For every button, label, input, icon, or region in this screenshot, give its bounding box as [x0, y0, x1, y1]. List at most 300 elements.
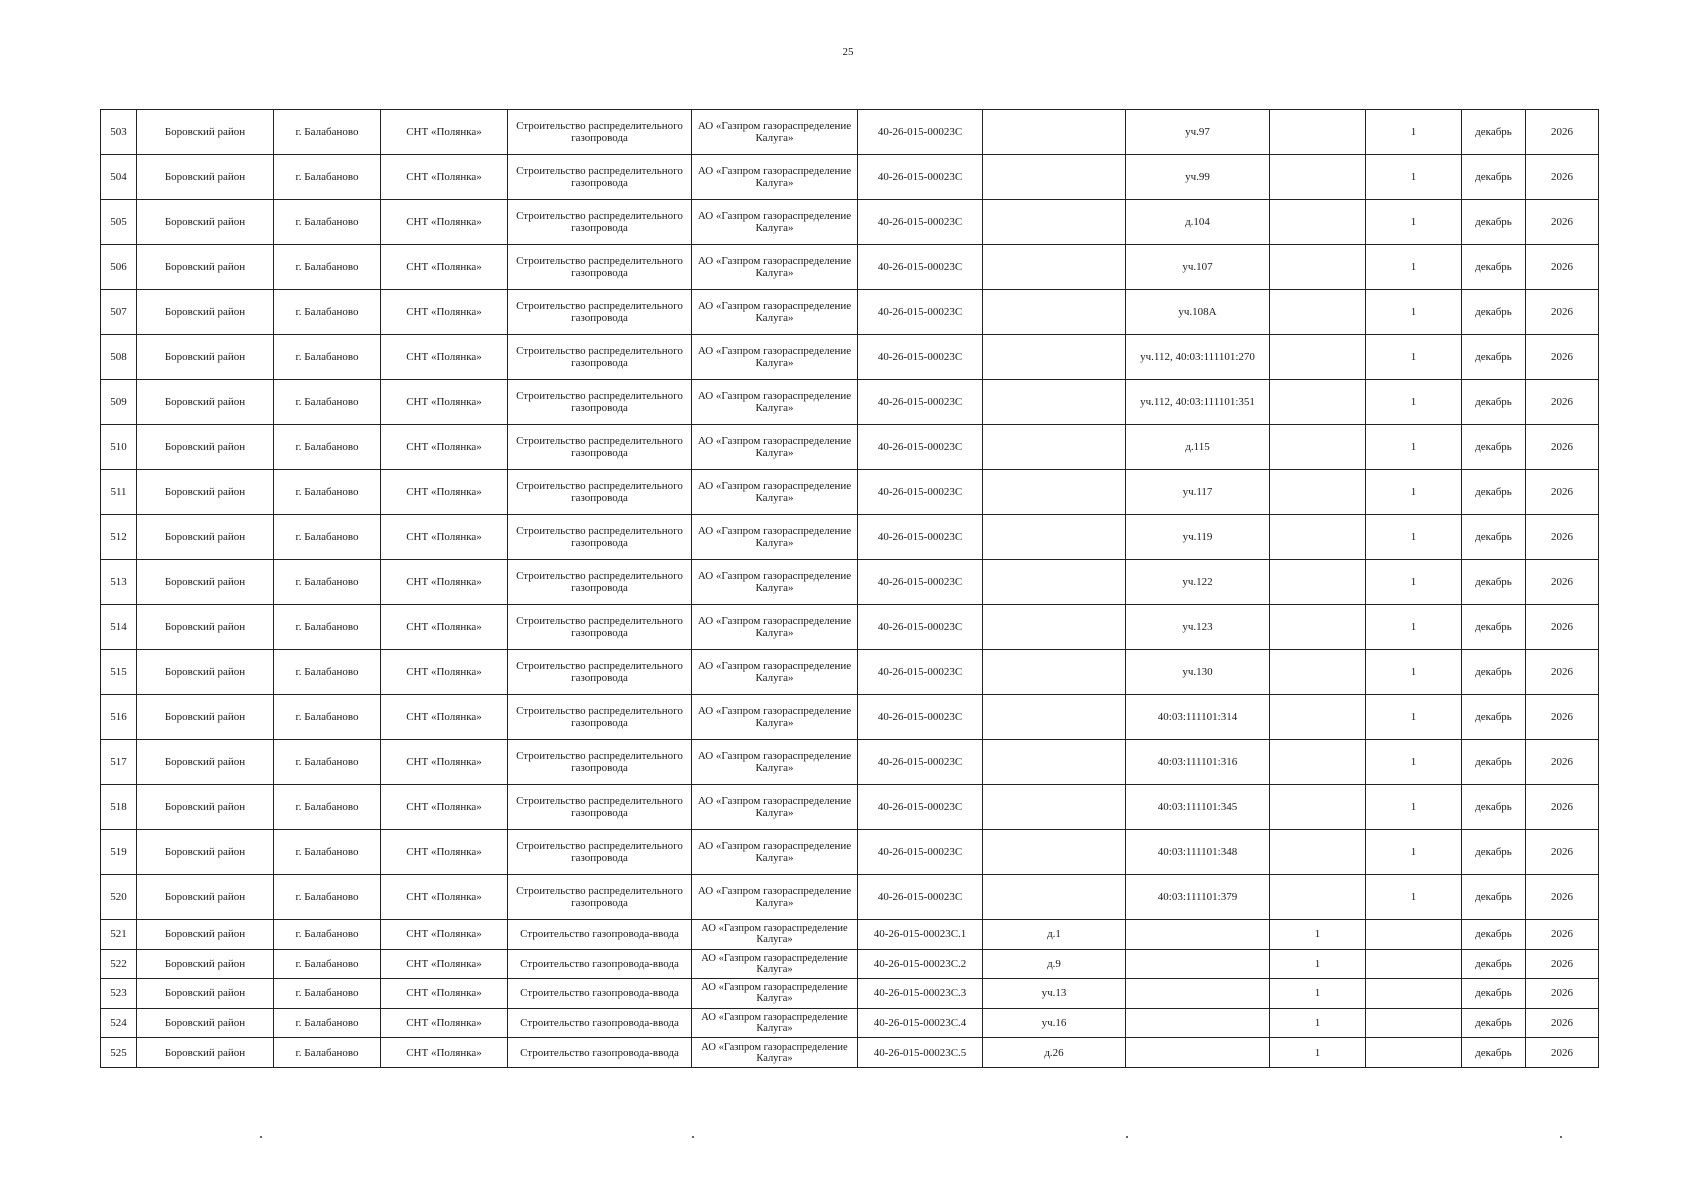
- work-type-cell: Строительство распределительного газопровода: [508, 155, 692, 200]
- district-cell: Боровский район: [137, 155, 274, 200]
- address-cadastral-cell: уч.99: [1126, 155, 1270, 200]
- executor-cell: АО «Газпром газораспределение Калуга»: [692, 875, 858, 920]
- table-row: [101, 155, 1599, 200]
- footer-mark: [1560, 1136, 1562, 1138]
- executor-cell: АО «Газпром газораспределение Калуга»: [692, 155, 858, 200]
- row-number-cell: 524: [101, 1008, 137, 1038]
- address-short-cell: [983, 155, 1126, 200]
- address-short-cell: [983, 515, 1126, 560]
- row-number-cell: 509: [101, 380, 137, 425]
- row-number-cell: 511: [101, 470, 137, 515]
- month-cell: декабрь: [1462, 830, 1526, 875]
- address-short-cell: [983, 560, 1126, 605]
- district-cell: Боровский район: [137, 920, 274, 950]
- district-cell: Боровский район: [137, 110, 274, 155]
- object-code-cell: 40-26-015-00023С: [858, 200, 983, 245]
- executor-cell: АО «Газпром газораспределение Калуга»: [692, 1008, 858, 1038]
- table-row: [101, 290, 1599, 335]
- row-number-cell: 517: [101, 740, 137, 785]
- settlement-cell: г. Балабаново: [274, 695, 381, 740]
- executor-cell: АО «Газпром газораспределение Калуга»: [692, 949, 858, 979]
- month-cell: декабрь: [1462, 605, 1526, 650]
- work-type-cell: Строительство распределительного газопровода: [508, 425, 692, 470]
- row-number-cell: 514: [101, 605, 137, 650]
- address-cadastral-cell: уч.119: [1126, 515, 1270, 560]
- month-cell: декабрь: [1462, 740, 1526, 785]
- count-a-cell: [1270, 425, 1366, 470]
- work-type-cell: Строительство распределительного газопровода: [508, 650, 692, 695]
- settlement-cell: г. Балабаново: [274, 605, 381, 650]
- object-code-cell: 40-26-015-00023С: [858, 380, 983, 425]
- count-b-cell: 1: [1366, 110, 1462, 155]
- count-b-cell: 1: [1366, 470, 1462, 515]
- work-type-cell: Строительство газопровода-ввода: [508, 949, 692, 979]
- table-row: [101, 380, 1599, 425]
- year-cell: 2026: [1526, 560, 1599, 605]
- row-number-cell: 523: [101, 979, 137, 1009]
- executor-cell: АО «Газпром газораспределение Калуга»: [692, 470, 858, 515]
- locality-cell: СНТ «Полянка»: [381, 200, 508, 245]
- row-number-cell: 522: [101, 949, 137, 979]
- settlement-cell: г. Балабаново: [274, 470, 381, 515]
- object-code-cell: 40-26-015-00023С: [858, 695, 983, 740]
- row-number-cell: 519: [101, 830, 137, 875]
- address-short-cell: [983, 740, 1126, 785]
- month-cell: декабрь: [1462, 979, 1526, 1009]
- settlement-cell: г. Балабаново: [274, 290, 381, 335]
- address-short-cell: [983, 380, 1126, 425]
- executor-cell: АО «Газпром газораспределение Калуга»: [692, 515, 858, 560]
- executor-cell: АО «Газпром газораспределение Калуга»: [692, 380, 858, 425]
- settlement-cell: г. Балабаново: [274, 920, 381, 950]
- address-cadastral-cell: [1126, 979, 1270, 1009]
- locality-cell: СНТ «Полянка»: [381, 695, 508, 740]
- work-type-cell: Строительство газопровода-ввода: [508, 920, 692, 950]
- year-cell: 2026: [1526, 425, 1599, 470]
- count-b-cell: 1: [1366, 695, 1462, 740]
- address-short-cell: [983, 425, 1126, 470]
- object-code-cell: 40-26-015-00023С.5: [858, 1038, 983, 1068]
- table-row: [101, 875, 1599, 920]
- count-a-cell: [1270, 290, 1366, 335]
- district-cell: Боровский район: [137, 470, 274, 515]
- month-cell: декабрь: [1462, 200, 1526, 245]
- month-cell: декабрь: [1462, 110, 1526, 155]
- executor-cell: АО «Газпром газораспределение Калуга»: [692, 335, 858, 380]
- object-code-cell: 40-26-015-00023С: [858, 335, 983, 380]
- locality-cell: СНТ «Полянка»: [381, 245, 508, 290]
- month-cell: декабрь: [1462, 425, 1526, 470]
- address-cadastral-cell: уч.112, 40:03:111101:351: [1126, 380, 1270, 425]
- settlement-cell: г. Балабаново: [274, 560, 381, 605]
- count-a-cell: 1: [1270, 979, 1366, 1009]
- locality-cell: СНТ «Полянка»: [381, 515, 508, 560]
- locality-cell: СНТ «Полянка»: [381, 1008, 508, 1038]
- count-a-cell: [1270, 740, 1366, 785]
- work-type-cell: Строительство распределительного газопровода: [508, 515, 692, 560]
- district-cell: Боровский район: [137, 200, 274, 245]
- count-a-cell: [1270, 155, 1366, 200]
- address-cadastral-cell: д.115: [1126, 425, 1270, 470]
- row-number-cell: 520: [101, 875, 137, 920]
- work-type-cell: Строительство распределительного газопровода: [508, 200, 692, 245]
- register-table: [100, 109, 1599, 1068]
- settlement-cell: г. Балабаново: [274, 380, 381, 425]
- settlement-cell: г. Балабаново: [274, 200, 381, 245]
- table-row: [101, 830, 1599, 875]
- table-row: [101, 605, 1599, 650]
- year-cell: 2026: [1526, 200, 1599, 245]
- month-cell: декабрь: [1462, 875, 1526, 920]
- work-type-cell: Строительство распределительного газопровода: [508, 740, 692, 785]
- object-code-cell: 40-26-015-00023С.4: [858, 1008, 983, 1038]
- month-cell: декабрь: [1462, 515, 1526, 560]
- month-cell: декабрь: [1462, 335, 1526, 380]
- address-cadastral-cell: 40:03:111101:348: [1126, 830, 1270, 875]
- year-cell: 2026: [1526, 785, 1599, 830]
- address-cadastral-cell: [1126, 1038, 1270, 1068]
- object-code-cell: 40-26-015-00023С: [858, 875, 983, 920]
- table-row: [101, 425, 1599, 470]
- settlement-cell: г. Балабаново: [274, 245, 381, 290]
- executor-cell: АО «Газпром газораспределение Калуга»: [692, 1038, 858, 1068]
- executor-cell: АО «Газпром газораспределение Калуга»: [692, 740, 858, 785]
- settlement-cell: г. Балабаново: [274, 875, 381, 920]
- address-cadastral-cell: уч.112, 40:03:111101:270: [1126, 335, 1270, 380]
- count-a-cell: [1270, 560, 1366, 605]
- count-a-cell: [1270, 335, 1366, 380]
- district-cell: Боровский район: [137, 425, 274, 470]
- year-cell: 2026: [1526, 110, 1599, 155]
- settlement-cell: г. Балабаново: [274, 979, 381, 1009]
- year-cell: 2026: [1526, 979, 1599, 1009]
- executor-cell: АО «Газпром газораспределение Калуга»: [692, 245, 858, 290]
- work-type-cell: Строительство распределительного газопровода: [508, 380, 692, 425]
- locality-cell: СНТ «Полянка»: [381, 949, 508, 979]
- count-a-cell: [1270, 245, 1366, 290]
- address-short-cell: [983, 650, 1126, 695]
- district-cell: Боровский район: [137, 785, 274, 830]
- row-number-cell: 521: [101, 920, 137, 950]
- executor-cell: АО «Газпром газораспределение Калуга»: [692, 110, 858, 155]
- count-b-cell: 1: [1366, 200, 1462, 245]
- month-cell: декабрь: [1462, 290, 1526, 335]
- locality-cell: СНТ «Полянка»: [381, 110, 508, 155]
- count-b-cell: [1366, 949, 1462, 979]
- work-type-cell: Строительство распределительного газопровода: [508, 290, 692, 335]
- executor-cell: АО «Газпром газораспределение Калуга»: [692, 830, 858, 875]
- locality-cell: СНТ «Полянка»: [381, 605, 508, 650]
- executor-cell: АО «Газпром газораспределение Калуга»: [692, 650, 858, 695]
- count-a-cell: [1270, 830, 1366, 875]
- count-a-cell: [1270, 380, 1366, 425]
- table-row: [101, 1038, 1599, 1068]
- address-short-cell: [983, 785, 1126, 830]
- locality-cell: СНТ «Полянка»: [381, 920, 508, 950]
- footer-mark: [1126, 1136, 1128, 1138]
- row-number-cell: 508: [101, 335, 137, 380]
- locality-cell: СНТ «Полянка»: [381, 785, 508, 830]
- count-b-cell: 1: [1366, 830, 1462, 875]
- count-a-cell: [1270, 785, 1366, 830]
- object-code-cell: 40-26-015-00023С: [858, 245, 983, 290]
- locality-cell: СНТ «Полянка»: [381, 650, 508, 695]
- district-cell: Боровский район: [137, 290, 274, 335]
- year-cell: 2026: [1526, 470, 1599, 515]
- address-short-cell: [983, 200, 1126, 245]
- object-code-cell: 40-26-015-00023С.2: [858, 949, 983, 979]
- locality-cell: СНТ «Полянка»: [381, 979, 508, 1009]
- address-cadastral-cell: уч.97: [1126, 110, 1270, 155]
- executor-cell: АО «Газпром газораспределение Калуга»: [692, 290, 858, 335]
- locality-cell: СНТ «Полянка»: [381, 335, 508, 380]
- settlement-cell: г. Балабаново: [274, 425, 381, 470]
- footer-mark: [692, 1136, 694, 1138]
- table-row: [101, 515, 1599, 560]
- count-a-cell: 1: [1270, 949, 1366, 979]
- footer-marks: [0, 1136, 1696, 1142]
- object-code-cell: 40-26-015-00023С: [858, 560, 983, 605]
- count-a-cell: [1270, 605, 1366, 650]
- count-a-cell: [1270, 470, 1366, 515]
- count-a-cell: [1270, 515, 1366, 560]
- settlement-cell: г. Балабаново: [274, 110, 381, 155]
- object-code-cell: 40-26-015-00023С: [858, 110, 983, 155]
- year-cell: 2026: [1526, 695, 1599, 740]
- year-cell: 2026: [1526, 1038, 1599, 1068]
- count-b-cell: 1: [1366, 740, 1462, 785]
- district-cell: Боровский район: [137, 605, 274, 650]
- district-cell: Боровский район: [137, 875, 274, 920]
- district-cell: Боровский район: [137, 380, 274, 425]
- locality-cell: СНТ «Полянка»: [381, 560, 508, 605]
- year-cell: 2026: [1526, 830, 1599, 875]
- count-b-cell: 1: [1366, 605, 1462, 650]
- count-b-cell: [1366, 979, 1462, 1009]
- row-number-cell: 518: [101, 785, 137, 830]
- row-number-cell: 506: [101, 245, 137, 290]
- district-cell: Боровский район: [137, 1038, 274, 1068]
- settlement-cell: г. Балабаново: [274, 515, 381, 560]
- address-cadastral-cell: [1126, 1008, 1270, 1038]
- table-row: [101, 110, 1599, 155]
- address-cadastral-cell: 40:03:111101:316: [1126, 740, 1270, 785]
- count-b-cell: [1366, 1038, 1462, 1068]
- year-cell: 2026: [1526, 245, 1599, 290]
- year-cell: 2026: [1526, 335, 1599, 380]
- work-type-cell: Строительство распределительного газопровода: [508, 245, 692, 290]
- object-code-cell: 40-26-015-00023С: [858, 830, 983, 875]
- district-cell: Боровский район: [137, 245, 274, 290]
- table-row: [101, 335, 1599, 380]
- executor-cell: АО «Газпром газораспределение Калуга»: [692, 695, 858, 740]
- executor-cell: АО «Газпром газораспределение Калуга»: [692, 920, 858, 950]
- address-short-cell: [983, 830, 1126, 875]
- locality-cell: СНТ «Полянка»: [381, 380, 508, 425]
- row-number-cell: 507: [101, 290, 137, 335]
- year-cell: 2026: [1526, 380, 1599, 425]
- object-code-cell: 40-26-015-00023С: [858, 785, 983, 830]
- locality-cell: СНТ «Полянка»: [381, 740, 508, 785]
- locality-cell: СНТ «Полянка»: [381, 830, 508, 875]
- object-code-cell: 40-26-015-00023С: [858, 470, 983, 515]
- district-cell: Боровский район: [137, 650, 274, 695]
- month-cell: декабрь: [1462, 1038, 1526, 1068]
- year-cell: 2026: [1526, 1008, 1599, 1038]
- year-cell: 2026: [1526, 875, 1599, 920]
- month-cell: декабрь: [1462, 949, 1526, 979]
- month-cell: декабрь: [1462, 1008, 1526, 1038]
- district-cell: Боровский район: [137, 695, 274, 740]
- count-b-cell: [1366, 1008, 1462, 1038]
- executor-cell: АО «Газпром газораспределение Калуга»: [692, 605, 858, 650]
- work-type-cell: Строительство распределительного газопровода: [508, 830, 692, 875]
- count-a-cell: [1270, 650, 1366, 695]
- executor-cell: АО «Газпром газораспределение Калуга»: [692, 785, 858, 830]
- work-type-cell: Строительство распределительного газопровода: [508, 785, 692, 830]
- count-a-cell: 1: [1270, 920, 1366, 950]
- table-row: [101, 1008, 1599, 1038]
- settlement-cell: г. Балабаново: [274, 650, 381, 695]
- district-cell: Боровский район: [137, 335, 274, 380]
- address-short-cell: уч.16: [983, 1008, 1126, 1038]
- work-type-cell: Строительство газопровода-ввода: [508, 1038, 692, 1068]
- row-number-cell: 504: [101, 155, 137, 200]
- executor-cell: АО «Газпром газораспределение Калуга»: [692, 979, 858, 1009]
- address-cadastral-cell: 40:03:111101:345: [1126, 785, 1270, 830]
- address-cadastral-cell: 40:03:111101:314: [1126, 695, 1270, 740]
- address-short-cell: [983, 695, 1126, 740]
- table-row: [101, 785, 1599, 830]
- address-cadastral-cell: 40:03:111101:379: [1126, 875, 1270, 920]
- count-a-cell: [1270, 200, 1366, 245]
- address-short-cell: [983, 470, 1126, 515]
- object-code-cell: 40-26-015-00023С: [858, 740, 983, 785]
- executor-cell: АО «Газпром газораспределение Калуга»: [692, 425, 858, 470]
- table-row: [101, 560, 1599, 605]
- count-b-cell: 1: [1366, 155, 1462, 200]
- address-short-cell: [983, 110, 1126, 155]
- district-cell: Боровский район: [137, 1008, 274, 1038]
- object-code-cell: 40-26-015-00023С: [858, 605, 983, 650]
- object-code-cell: 40-26-015-00023С.3: [858, 979, 983, 1009]
- district-cell: Боровский район: [137, 830, 274, 875]
- address-cadastral-cell: [1126, 949, 1270, 979]
- count-b-cell: 1: [1366, 380, 1462, 425]
- month-cell: декабрь: [1462, 380, 1526, 425]
- district-cell: Боровский район: [137, 949, 274, 979]
- table-row: [101, 979, 1599, 1009]
- settlement-cell: г. Балабаново: [274, 830, 381, 875]
- address-cadastral-cell: уч.107: [1126, 245, 1270, 290]
- locality-cell: СНТ «Полянка»: [381, 470, 508, 515]
- table-row: [101, 920, 1599, 950]
- table-row: [101, 695, 1599, 740]
- settlement-cell: г. Балабаново: [274, 155, 381, 200]
- year-cell: 2026: [1526, 650, 1599, 695]
- district-cell: Боровский район: [137, 560, 274, 605]
- address-short-cell: [983, 605, 1126, 650]
- object-code-cell: 40-26-015-00023С: [858, 515, 983, 560]
- register-body: [101, 110, 1599, 1068]
- work-type-cell: Строительство распределительного газопровода: [508, 560, 692, 605]
- count-b-cell: 1: [1366, 560, 1462, 605]
- row-number-cell: 510: [101, 425, 137, 470]
- month-cell: декабрь: [1462, 920, 1526, 950]
- address-short-cell: [983, 245, 1126, 290]
- table-row: [101, 470, 1599, 515]
- table-row: [101, 245, 1599, 290]
- row-number-cell: 505: [101, 200, 137, 245]
- locality-cell: СНТ «Полянка»: [381, 425, 508, 470]
- month-cell: декабрь: [1462, 560, 1526, 605]
- work-type-cell: Строительство распределительного газопровода: [508, 605, 692, 650]
- work-type-cell: Строительство распределительного газопровода: [508, 335, 692, 380]
- settlement-cell: г. Балабаново: [274, 949, 381, 979]
- count-b-cell: 1: [1366, 785, 1462, 830]
- month-cell: декабрь: [1462, 155, 1526, 200]
- count-b-cell: 1: [1366, 515, 1462, 560]
- object-code-cell: 40-26-015-00023С: [858, 155, 983, 200]
- address-cadastral-cell: уч.108А: [1126, 290, 1270, 335]
- settlement-cell: г. Балабаново: [274, 785, 381, 830]
- settlement-cell: г. Балабаново: [274, 335, 381, 380]
- address-cadastral-cell: уч.123: [1126, 605, 1270, 650]
- address-short-cell: [983, 875, 1126, 920]
- address-short-cell: уч.13: [983, 979, 1126, 1009]
- count-a-cell: 1: [1270, 1038, 1366, 1068]
- address-cadastral-cell: [1126, 920, 1270, 950]
- count-b-cell: 1: [1366, 335, 1462, 380]
- count-b-cell: [1366, 920, 1462, 950]
- district-cell: Боровский район: [137, 979, 274, 1009]
- locality-cell: СНТ «Полянка»: [381, 290, 508, 335]
- year-cell: 2026: [1526, 515, 1599, 560]
- address-short-cell: д.26: [983, 1038, 1126, 1068]
- count-b-cell: 1: [1366, 290, 1462, 335]
- page-number: 25: [842, 46, 854, 58]
- month-cell: декабрь: [1462, 695, 1526, 740]
- month-cell: декабрь: [1462, 470, 1526, 515]
- year-cell: 2026: [1526, 920, 1599, 950]
- count-a-cell: [1270, 695, 1366, 740]
- settlement-cell: г. Балабаново: [274, 1038, 381, 1068]
- count-b-cell: 1: [1366, 875, 1462, 920]
- year-cell: 2026: [1526, 290, 1599, 335]
- month-cell: декабрь: [1462, 650, 1526, 695]
- locality-cell: СНТ «Полянка»: [381, 155, 508, 200]
- count-a-cell: [1270, 110, 1366, 155]
- address-cadastral-cell: уч.130: [1126, 650, 1270, 695]
- row-number-cell: 525: [101, 1038, 137, 1068]
- object-code-cell: 40-26-015-00023С: [858, 650, 983, 695]
- work-type-cell: Строительство газопровода-ввода: [508, 979, 692, 1009]
- count-a-cell: 1: [1270, 1008, 1366, 1038]
- work-type-cell: Строительство распределительного газопровода: [508, 875, 692, 920]
- month-cell: декабрь: [1462, 245, 1526, 290]
- row-number-cell: 503: [101, 110, 137, 155]
- executor-cell: АО «Газпром газораспределение Калуга»: [692, 560, 858, 605]
- settlement-cell: г. Балабаново: [274, 740, 381, 785]
- district-cell: Боровский район: [137, 515, 274, 560]
- count-b-cell: 1: [1366, 425, 1462, 470]
- footer-mark: [260, 1136, 262, 1138]
- object-code-cell: 40-26-015-00023С: [858, 425, 983, 470]
- year-cell: 2026: [1526, 949, 1599, 979]
- row-number-cell: 513: [101, 560, 137, 605]
- address-short-cell: [983, 290, 1126, 335]
- settlement-cell: г. Балабаново: [274, 1008, 381, 1038]
